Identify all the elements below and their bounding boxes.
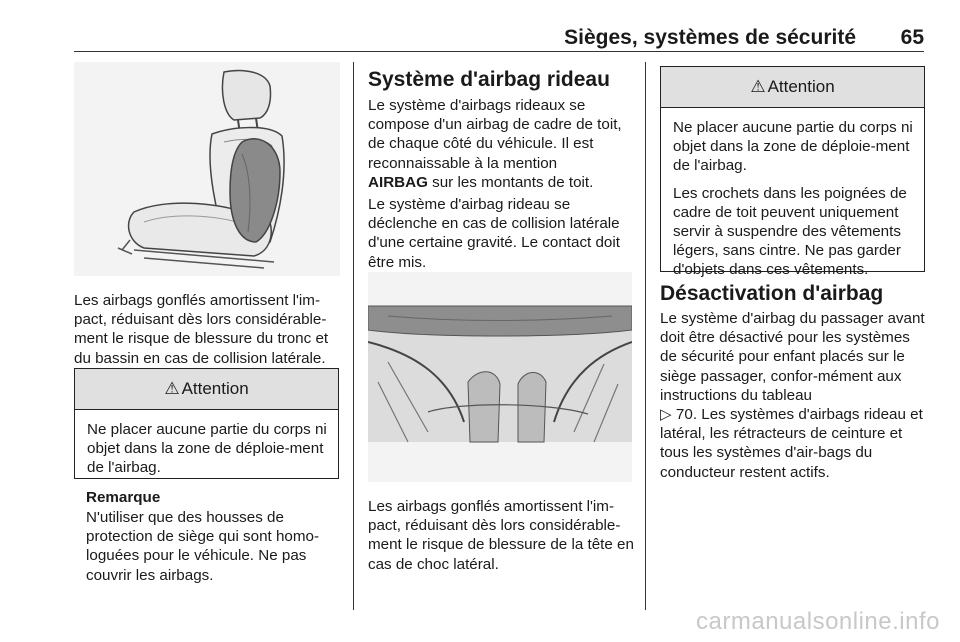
attention-header bbox=[75, 369, 338, 410]
remark-text: N'utiliser que des housses de protection de siège qui sont homo-loguées pour le véhicule. Ne pas couvrir les airbags. bbox=[86, 509, 320, 584]
para1-text: Le système d'airbags rideaux se compose d'un airbag de cadre de toit, de chaque côté du véhicule. Il est reconnaissable à la mention bbox=[368, 97, 622, 172]
attention-box-left bbox=[74, 368, 339, 479]
curtain-airbag-para2: Le système d'airbag rideau se déclenche en cas de collision latérale d'une certaine gravité. Le contact doit être mis. bbox=[368, 196, 620, 271]
column-divider-2 bbox=[645, 62, 646, 610]
remark-title: Remarque bbox=[86, 489, 161, 506]
watermark: carmanualsonline.info bbox=[696, 608, 940, 635]
section-title: Sièges, systèmes de sécurité bbox=[564, 26, 856, 49]
deactivation-para bbox=[660, 309, 926, 482]
deactivation-text-end: 70. Les systèmes d'airbags rideau et latéral, les rétracteurs de ceinture et tous les systèmes d'air-bags du conducteur restent actifs. bbox=[660, 406, 923, 481]
header-divider bbox=[74, 51, 924, 52]
heading-curtain-airbag: Système d'airbag rideau bbox=[368, 68, 610, 91]
page-header bbox=[74, 26, 924, 52]
attention-header bbox=[661, 67, 924, 108]
curtain-airbag-para1 bbox=[368, 96, 636, 192]
heading-airbag-deactivation: Désactivation d'airbag bbox=[660, 282, 884, 305]
attention-text: Ne placer aucune partie du corps ni objet dans la zone de déploie-ment de l'airbag. bbox=[87, 421, 327, 477]
arrow-ref-icon: ▷ bbox=[660, 406, 672, 424]
left-caption: Les airbags gonflés amortissent l'im-pact, réduisant dès lors considérable-ment le risque de blessure du tronc et du bassin en cas de collision latérale. bbox=[74, 292, 329, 367]
warning-triangle-icon: ⚠ bbox=[750, 77, 766, 96]
attention-label: Attention bbox=[767, 77, 835, 96]
seat-airbag-illustration bbox=[74, 62, 340, 276]
curtain-airbag-illustration bbox=[368, 272, 632, 482]
attention-text-1: Ne placer aucune partie du corps ni objet dans la zone de déploie-ment de l'airbag. bbox=[673, 119, 913, 175]
attention-text-2: Les crochets dans les poignées de cadre de toit peuvent uniquement servir à suspendre des vêtements légers, sans cintre. Ne pas garder d'objets dans ces vêtements. bbox=[673, 184, 907, 279]
middle-caption: Les airbags gonflés amortissent l'im-pact, réduisant dès lors considérable-ment le risque de blessure de la tête en cas de choc latéral. bbox=[368, 498, 634, 573]
deactivation-text: Le système d'airbag du passager avant doit être désactivé pour les systèmes de sécurité pour enfant placés sur le siège passager, confor-mément aux instructions du tableau bbox=[660, 310, 925, 404]
column-divider-1 bbox=[353, 62, 354, 610]
attention-label: Attention bbox=[181, 379, 249, 398]
warning-triangle-icon: ⚠ bbox=[164, 379, 180, 398]
attention-box-right bbox=[660, 66, 925, 279]
page-number: 65 bbox=[900, 26, 924, 49]
para1-text-end: sur les montants de toit. bbox=[432, 173, 594, 191]
airbag-label: AIRBAG bbox=[368, 173, 428, 191]
